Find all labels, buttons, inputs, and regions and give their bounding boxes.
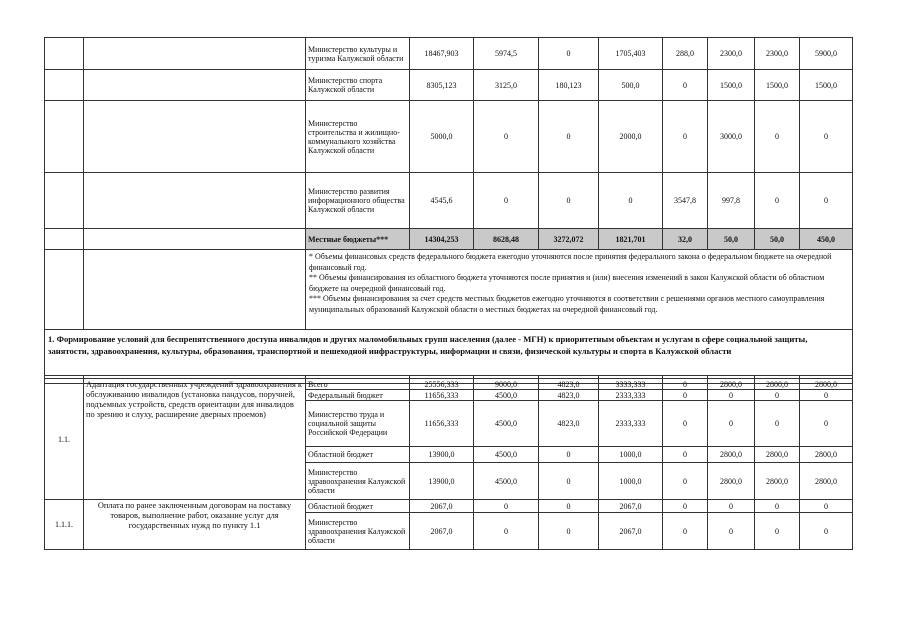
description-cell xyxy=(84,173,306,229)
value-cell: 0 xyxy=(539,500,599,513)
source-cell: Областной бюджет xyxy=(306,447,410,463)
footnote-regional: ** Объемы финансирования из областного бюджета уточняются после принятия и (или) внесения изменений в закон Калужской области об областном бюджете на очередной финансовый год. xyxy=(309,273,825,293)
value-cell: 2067,0 xyxy=(599,500,663,513)
value-cell: 0 xyxy=(708,390,755,401)
value-cell: 13900,0 xyxy=(410,447,474,463)
source-cell: Федеральный бюджет xyxy=(306,390,410,401)
value-cell: 1500,0 xyxy=(708,70,755,101)
value-cell: 4545,6 xyxy=(410,173,474,229)
value-cell: 14304,253 xyxy=(410,229,474,250)
value-cell: 4823,0 xyxy=(539,401,599,447)
budget-table-continuation xyxy=(44,37,853,384)
source-cell: Министерство культуры и туризма Калужской области xyxy=(306,38,410,70)
value-cell: 5900,0 xyxy=(800,38,853,70)
value-cell: 0 xyxy=(755,401,800,447)
value-cell: 0 xyxy=(663,513,708,550)
value-cell: 2300,0 xyxy=(708,38,755,70)
description-cell xyxy=(84,250,306,330)
value-cell: 2067,0 xyxy=(410,500,474,513)
section-heading: 1. Формирование условий для беспрепятственного доступа инвалидов и других маломобильных групп населения (далее - МГН) к приоритетным объектам и услугам в сфере социальной защиты, занятости, здравоохранения, культуры, образования, транспортной и пешеходной инфраструктуры, информации и связи, физической культуры и спорта в Калужской области xyxy=(45,330,853,376)
value-cell: 4500,0 xyxy=(474,390,539,401)
table-row xyxy=(45,101,853,173)
value-cell: 0 xyxy=(663,500,708,513)
value-cell: 4823,0 xyxy=(539,379,599,390)
value-cell: 3000,0 xyxy=(708,101,755,173)
description-cell xyxy=(84,70,306,101)
value-cell: 500,0 xyxy=(599,70,663,101)
number-cell xyxy=(45,70,84,101)
value-cell: 0 xyxy=(539,173,599,229)
value-cell: 2067,0 xyxy=(410,513,474,550)
value-cell: 2800,0 xyxy=(755,447,800,463)
number-cell xyxy=(45,101,84,173)
value-cell: 288,0 xyxy=(663,38,708,70)
value-cell: 11656,333 xyxy=(410,390,474,401)
value-cell: 0 xyxy=(474,173,539,229)
description-cell xyxy=(84,229,306,250)
value-cell: 2800,0 xyxy=(708,379,755,390)
value-cell: 0 xyxy=(474,500,539,513)
value-cell: 11656,333 xyxy=(410,401,474,447)
value-cell: 8305,123 xyxy=(410,70,474,101)
value-cell: 3333,333 xyxy=(599,379,663,390)
description-cell xyxy=(84,101,306,173)
value-cell: 4823,0 xyxy=(539,390,599,401)
value-cell: 4500,0 xyxy=(474,447,539,463)
source-cell: Местные бюджеты*** xyxy=(306,229,410,250)
item-number: 1.1.1. xyxy=(45,500,84,550)
value-cell: 1821,701 xyxy=(599,229,663,250)
value-cell: 5000,0 xyxy=(410,101,474,173)
value-cell: 997,8 xyxy=(708,173,755,229)
value-cell: 0 xyxy=(755,101,800,173)
table-row xyxy=(45,70,853,101)
table-row xyxy=(45,173,853,229)
table-row xyxy=(45,500,853,513)
value-cell: 0 xyxy=(663,463,708,500)
table-row-local-budgets xyxy=(45,229,853,250)
table-row-notes xyxy=(45,250,853,330)
table-row-section-heading xyxy=(45,330,853,376)
value-cell: 0 xyxy=(800,500,853,513)
value-cell: 50,0 xyxy=(708,229,755,250)
value-cell: 0 xyxy=(539,513,599,550)
value-cell: 0 xyxy=(800,390,853,401)
value-cell: 2800,0 xyxy=(708,463,755,500)
value-cell: 2333,333 xyxy=(599,401,663,447)
value-cell: 2333,333 xyxy=(599,390,663,401)
value-cell: 1000,0 xyxy=(599,463,663,500)
value-cell: 0 xyxy=(539,38,599,70)
value-cell: 4500,0 xyxy=(474,401,539,447)
value-cell: 0 xyxy=(663,447,708,463)
value-cell: 0 xyxy=(755,173,800,229)
value-cell: 0 xyxy=(539,463,599,500)
source-cell: Министерство спорта Калужской области xyxy=(306,70,410,101)
footnote-local: *** Объемы финансирования за счет средств местных бюджетов ежегодно уточняются в соответствии с решениями органов местного самоуправления муниципальных образований Калужской области о местных бюджетах на очередной финансовый год. xyxy=(309,294,825,314)
value-cell: 3547,8 xyxy=(663,173,708,229)
value-cell: 0 xyxy=(755,390,800,401)
value-cell: 0 xyxy=(474,101,539,173)
value-cell: 0 xyxy=(474,513,539,550)
value-cell: 3272,072 xyxy=(539,229,599,250)
source-cell: Министерство здравоохранения Калужской области xyxy=(306,463,410,500)
value-cell: 18467,903 xyxy=(410,38,474,70)
source-cell: Министерство труда и социальной защиты Российской Федерации xyxy=(306,401,410,447)
value-cell: 0 xyxy=(663,401,708,447)
value-cell: 0 xyxy=(539,101,599,173)
source-cell: Министерство здравоохранения Калужской области xyxy=(306,513,410,550)
item-description: Оплата по ранее заключенным договорам на поставку товаров, выполнение работ, оказание услуг для государственных нужд по пункту 1.1 xyxy=(84,500,306,550)
value-cell: 4500,0 xyxy=(474,463,539,500)
value-cell: 13900,0 xyxy=(410,463,474,500)
value-cell: 2800,0 xyxy=(755,463,800,500)
item-description: Адаптация государственных учреждений здравоохранения к обслуживанию инвалидов (установка пандусов, поручней, подъемных устройств, средств ориентации для инвалидов по зрению и слуху, расширение дверных проемов) xyxy=(84,379,306,500)
value-cell: 0 xyxy=(599,173,663,229)
value-cell: 1500,0 xyxy=(755,70,800,101)
value-cell: 2800,0 xyxy=(800,463,853,500)
value-cell: 0 xyxy=(800,173,853,229)
value-cell: 0 xyxy=(800,401,853,447)
value-cell: 2800,0 xyxy=(800,379,853,390)
value-cell: 3125,0 xyxy=(474,70,539,101)
value-cell: 0 xyxy=(755,500,800,513)
footnote-federal: * Объемы финансовых средств федерального бюджета ежегодно уточняются после принятия федерального закона о федеральном бюджете на очередной финансовый год. xyxy=(309,252,832,272)
source-cell: Министерство развития информационного общества Калужской области xyxy=(306,173,410,229)
budget-table-items xyxy=(44,378,853,550)
value-cell: 2067,0 xyxy=(599,513,663,550)
value-cell: 0 xyxy=(755,513,800,550)
source-cell: Всего xyxy=(306,379,410,390)
value-cell: 0 xyxy=(539,447,599,463)
value-cell: 2800,0 xyxy=(708,447,755,463)
value-cell: 180,123 xyxy=(539,70,599,101)
value-cell: 0 xyxy=(663,390,708,401)
footnotes xyxy=(306,250,853,330)
value-cell: 0 xyxy=(708,401,755,447)
value-cell: 5974,5 xyxy=(474,38,539,70)
number-cell xyxy=(45,38,84,70)
value-cell: 2300,0 xyxy=(755,38,800,70)
value-cell: 0 xyxy=(708,500,755,513)
description-cell xyxy=(84,38,306,70)
value-cell: 450,0 xyxy=(800,229,853,250)
value-cell: 1000,0 xyxy=(599,447,663,463)
value-cell: 2800,0 xyxy=(800,447,853,463)
table-row xyxy=(45,38,853,70)
value-cell: 0 xyxy=(663,379,708,390)
value-cell: 8628,48 xyxy=(474,229,539,250)
number-cell xyxy=(45,250,84,330)
value-cell: 32,0 xyxy=(663,229,708,250)
number-cell xyxy=(45,173,84,229)
source-cell: Областной бюджет xyxy=(306,500,410,513)
value-cell: 0 xyxy=(663,101,708,173)
table-row xyxy=(45,379,853,390)
source-cell: Министерство строительства и жилищно-коммунального хозяйства Калужской области xyxy=(306,101,410,173)
value-cell: 1500,0 xyxy=(800,70,853,101)
value-cell: 0 xyxy=(708,513,755,550)
value-cell: 2000,0 xyxy=(599,101,663,173)
value-cell: 0 xyxy=(663,70,708,101)
value-cell: 2800,0 xyxy=(755,379,800,390)
value-cell: 9000,0 xyxy=(474,379,539,390)
number-cell xyxy=(45,229,84,250)
item-number: 1.1. xyxy=(45,379,84,500)
value-cell: 50,0 xyxy=(755,229,800,250)
value-cell: 0 xyxy=(800,513,853,550)
value-cell: 0 xyxy=(800,101,853,173)
value-cell: 1705,403 xyxy=(599,38,663,70)
value-cell: 25556,333 xyxy=(410,379,474,390)
